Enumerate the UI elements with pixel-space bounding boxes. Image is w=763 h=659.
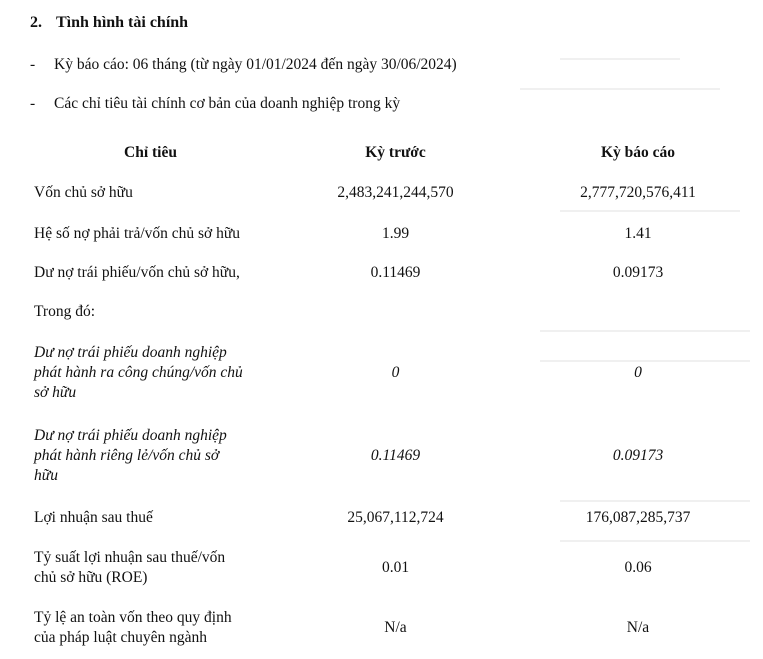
row-value-current: 0.09173	[612, 264, 664, 281]
row-label-line: Tỷ suất lợi nhuận sau thuế/vốn	[34, 549, 226, 566]
row-value-current: 0.09173	[612, 447, 664, 464]
row-label	[28, 597, 273, 659]
row-label-line: Lợi nhuận sau thuế	[34, 509, 153, 526]
row-label-line: Dư nợ trái phiếu doanh nghiệp	[34, 427, 227, 444]
row-label	[28, 539, 273, 597]
section-number: 2.	[30, 14, 42, 31]
table-row	[28, 331, 758, 415]
row-label-line: hữu	[34, 467, 58, 484]
row-value-previous	[273, 293, 518, 331]
row-label-line: Vốn chủ sở hữu	[34, 184, 133, 201]
bullet-indicators-intro	[30, 95, 400, 113]
row-value-current: 0.06	[624, 559, 652, 576]
bullet-text: Kỳ báo cáo: 06 tháng (từ ngày 01/01/2024 đến ngày 30/06/2024)	[54, 56, 457, 73]
row-value-previous: 1.99	[381, 225, 410, 242]
row-value-previous: 0.11469	[370, 447, 421, 464]
row-label	[28, 331, 273, 415]
row-label-line: sở hữu	[34, 384, 77, 401]
table-row	[28, 293, 758, 331]
section-title: Tình hình tài chính	[56, 14, 189, 31]
table-row	[28, 539, 758, 597]
table-header-row	[28, 135, 758, 171]
row-label-line: Trong đó:	[34, 303, 96, 320]
row-label-line: Dư nợ trái phiếu/vốn chủ sở hữu,	[34, 264, 240, 281]
row-label	[28, 497, 273, 539]
row-label-line: phát hành riêng lẻ/vốn chủ sở	[34, 447, 220, 464]
table-row	[28, 597, 758, 659]
row-value-current: 2,777,720,576,411	[580, 184, 696, 201]
row-label	[28, 215, 273, 253]
row-value-previous: 0.01	[381, 559, 410, 576]
bullet-dash: -	[30, 95, 36, 112]
row-value-current	[518, 293, 758, 331]
row-label	[28, 253, 273, 293]
row-label-line: Hệ số nợ phải trả/vốn chủ sở hữu	[34, 225, 241, 242]
bleed-through-mark	[560, 58, 680, 60]
row-value-current: 0	[634, 364, 642, 381]
header-previous-period: Kỳ trước	[365, 144, 426, 161]
row-value-previous: 0.11469	[370, 264, 421, 281]
header-indicator: Chỉ tiêu	[124, 144, 177, 161]
row-label-line: chủ sở hữu (ROE)	[34, 569, 148, 586]
table-row	[28, 497, 758, 539]
row-label	[28, 293, 273, 331]
row-value-current: 176,087,285,737	[585, 509, 691, 526]
financial-indicators-table	[28, 135, 758, 659]
table-row	[28, 415, 758, 497]
row-value-previous: N/a	[384, 619, 407, 636]
row-label-line: của pháp luật chuyên ngành	[34, 629, 208, 646]
table-row	[28, 171, 758, 215]
row-label-line: Tỷ lệ an toàn vốn theo quy định	[34, 609, 232, 626]
bleed-through-mark	[520, 88, 720, 90]
row-label-line: phát hành ra công chúng/vốn chủ	[34, 364, 243, 381]
row-value-previous: 2,483,241,244,570	[337, 184, 454, 201]
row-value-current: 1.41	[624, 225, 652, 242]
bullet-text: Các chỉ tiêu tài chính cơ bản của doanh nghiệp trong kỳ	[54, 95, 401, 112]
row-value-previous: 0	[391, 364, 400, 381]
row-label	[28, 171, 273, 215]
row-label	[28, 415, 273, 497]
row-value-current: N/a	[626, 619, 650, 636]
row-label-line: Dư nợ trái phiếu doanh nghiệp	[34, 344, 227, 361]
header-report-period: Kỳ báo cáo	[600, 144, 676, 161]
bullet-report-period	[30, 56, 457, 74]
section-heading	[30, 14, 188, 32]
row-value-previous: 25,067,112,724	[347, 509, 444, 526]
bullet-dash: -	[30, 56, 36, 73]
table-row	[28, 253, 758, 293]
table-row	[28, 215, 758, 253]
